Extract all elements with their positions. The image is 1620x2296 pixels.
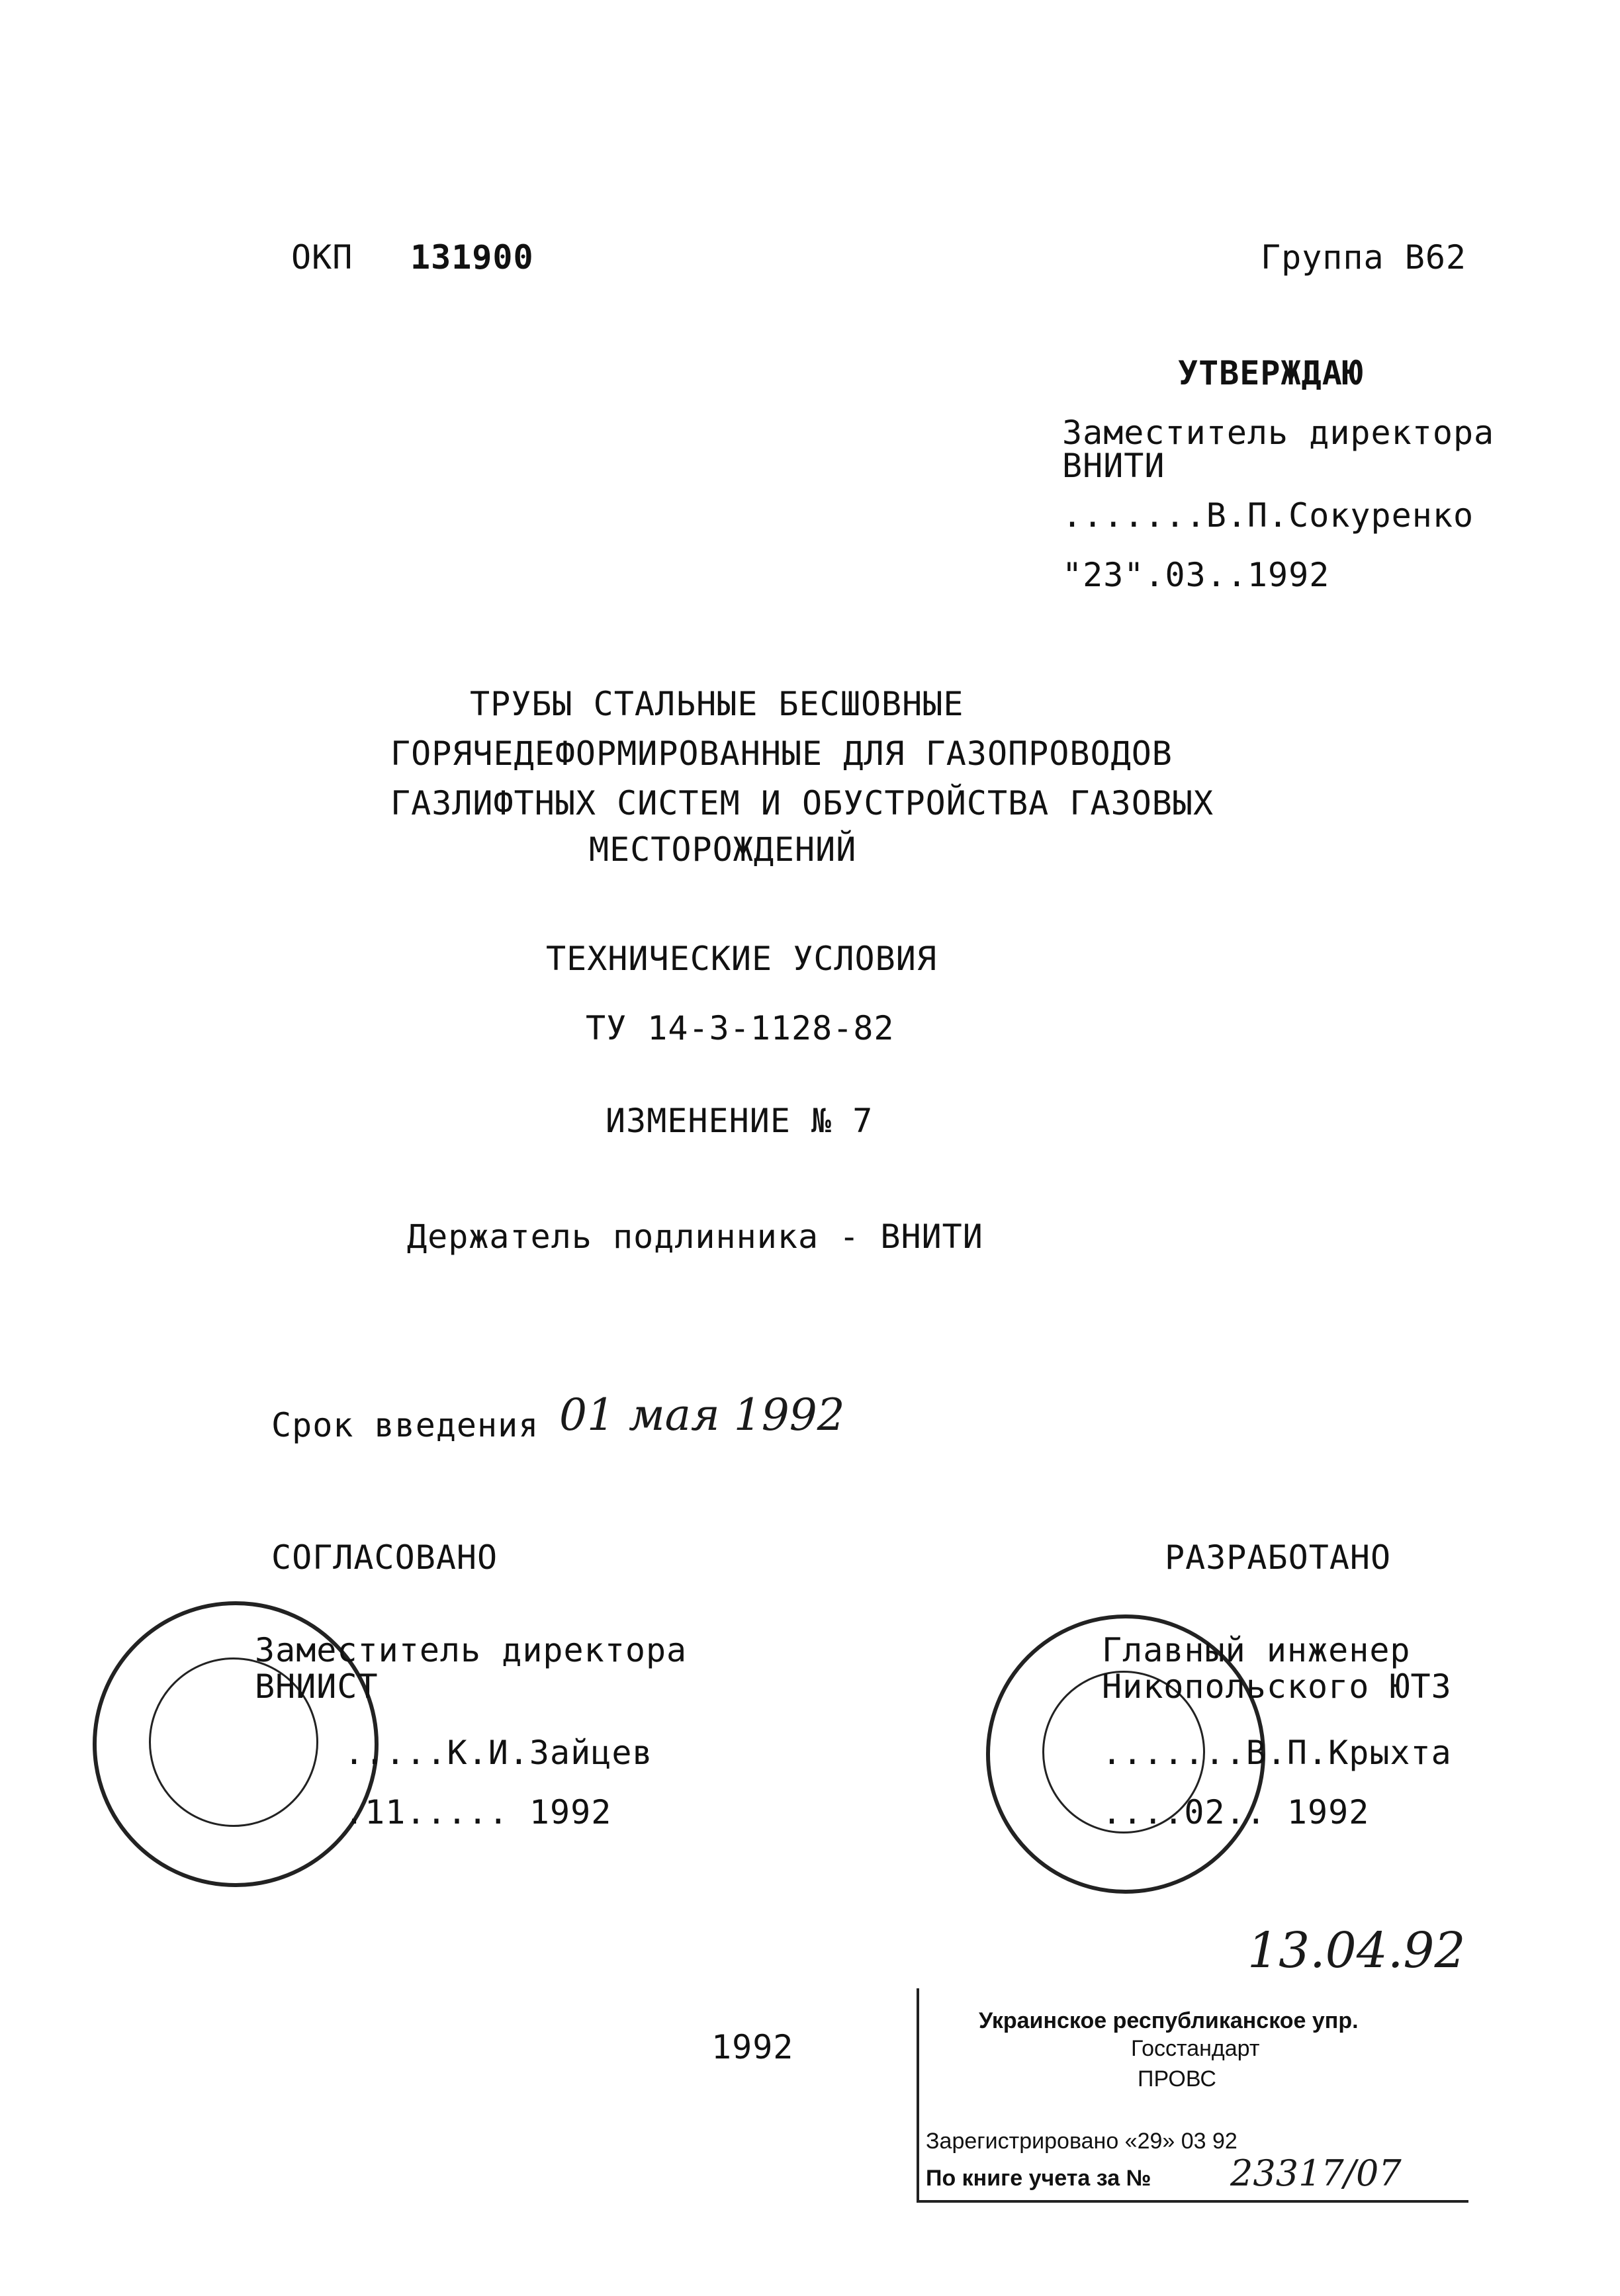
developed-position-line1: Главный инженер <box>1102 1631 1411 1669</box>
agreed-position-line2: ВНИИСТ <box>255 1667 379 1706</box>
developed-date-line: ....02.. 1992 <box>1102 1793 1370 1832</box>
group-label: Группа В62 <box>1261 238 1467 277</box>
approval-date-line: "23".03..1992 <box>1062 556 1330 594</box>
footer-year: 1992 <box>711 2028 794 2066</box>
registration-line5: По книге учета за № <box>926 2166 1151 2191</box>
okp-label: ОКП <box>291 238 353 277</box>
developed-signature-line: .......В.П.Крыхта <box>1102 1734 1452 1772</box>
document-title-line3: ГАЗЛИФТНЫХ СИСТЕМ И ОБУСТРОЙСТВА ГАЗОВЫХ <box>390 784 1214 822</box>
document-title-line2: ГОРЯЧЕДЕФОРМИРОВАННЫЕ ДЛЯ ГАЗОПРОВОДОВ <box>390 734 1173 773</box>
agreed-signature-line: .....К.И.Зайцев <box>344 1734 653 1772</box>
effective-date-handwritten: 01 мая 1992 <box>559 1390 845 1440</box>
agreed-date-line: .11..... 1992 <box>344 1793 612 1832</box>
okp-code: 131900 <box>410 238 534 277</box>
handwritten-date: 13.04.92 <box>1247 1922 1466 1979</box>
registration-number: 23317/07 <box>1230 2152 1402 2194</box>
agreed-position-line1: Заместитель директора <box>255 1631 688 1669</box>
approval-signature-line: .......В.П.Сокуренко <box>1062 496 1474 535</box>
document-title-line4: МЕСТОРОЖДЕНИЙ <box>589 830 857 869</box>
registration-stamp <box>917 1988 1468 2203</box>
registration-line1: Украинское республиканское упр. <box>979 2008 1359 2033</box>
document-title-line1: ТРУБЫ СТАЛЬНЫЕ БЕСШОВНЫЕ <box>470 685 964 723</box>
registration-line4: Зарегистрировано «29» 03 92 <box>926 2129 1238 2154</box>
document-subtitle: ТЕХНИЧЕСКИЕ УСЛОВИЯ <box>546 940 937 978</box>
registration-line2: Госстандарт <box>1131 2036 1260 2061</box>
registration-line3: ПРОВС <box>1138 2066 1216 2092</box>
effective-label: Срок введения <box>271 1406 539 1444</box>
agreed-title: СОГЛАСОВАНО <box>271 1538 498 1577</box>
approval-position-line1: Заместитель директора <box>1062 414 1495 452</box>
original-holder: Держатель подлинника - ВНИТИ <box>407 1217 983 1256</box>
approval-position-line2: ВНИТИ <box>1062 447 1165 485</box>
approval-title: УТВЕРЖДАЮ <box>1178 354 1363 392</box>
developed-title: РАЗРАБОТАНО <box>1165 1538 1392 1577</box>
developed-position-line2: Никопольского ЮТЗ <box>1102 1667 1452 1706</box>
document-change: ИЗМЕНЕНИЕ № 7 <box>606 1102 874 1140</box>
document-code: ТУ 14-3-1128-82 <box>586 1009 895 1047</box>
